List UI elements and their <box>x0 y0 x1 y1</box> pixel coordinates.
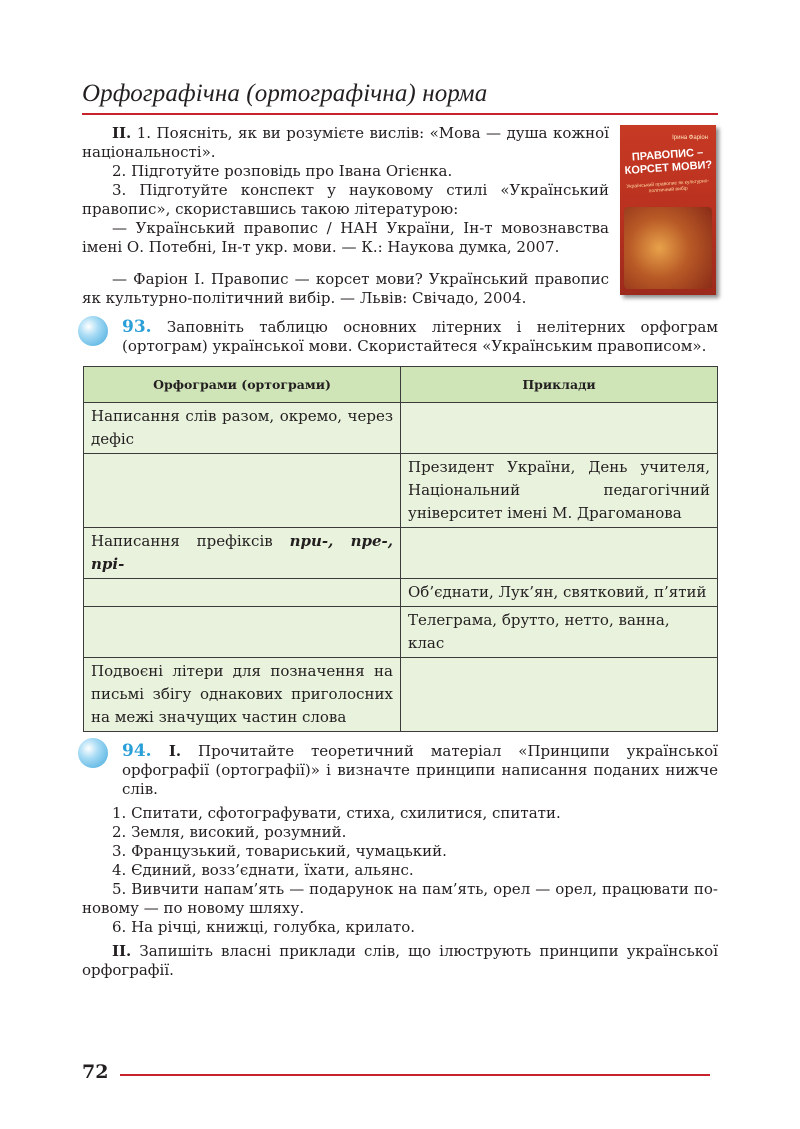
table-row <box>84 403 718 454</box>
cell-emphasis: при-, пре-, прі- <box>91 532 394 573</box>
table-cell <box>401 403 718 454</box>
table-cell <box>84 528 401 579</box>
exercise-94-intro <box>122 742 718 799</box>
exercise-93-text: Заповніть таблицю основних літерних і нелітерних орфограм (ортограм) української мови. Скористайтеся «Українським правописом». <box>122 318 718 355</box>
task-1-text: 1. Поясніть, як ви розумієте вислів: «Мова — душа кожної національності». <box>82 124 609 161</box>
table-cell: Написання слів разом, окремо, через дефіс <box>84 403 401 454</box>
page-number: 72 <box>82 1061 109 1083</box>
exercise-94-part-2-text: Запишіть власні приклади слів, що ілюструють принципи української орфографії. <box>82 942 718 979</box>
list-item: 3. Французький, товариський, чумацький. <box>112 842 447 860</box>
part-label: I. <box>151 742 182 760</box>
part-label: II. <box>112 124 132 142</box>
table-cell: Телеграма, брутто, нетто, ванна, клас <box>401 607 718 658</box>
table-header-orthograms: Орфограми (ортограми) <box>84 367 401 403</box>
table-row <box>84 528 718 579</box>
table-cell: Подвоєні літери для позначення на письмі збігу однакових приголосних на межі значущих частин слова <box>84 658 401 732</box>
list-item: 2. Земля, високий, розумний. <box>112 823 347 841</box>
footer-divider <box>120 1074 710 1076</box>
task-2: 2. Підготуйте розповідь про Івана Огієнка. <box>112 162 453 180</box>
reference-1: — Український правопис / НАН України, Ін-т мовознавства імені О. Потебні, Ін-т укр. мови. — К.: Наукова думка, 2007. <box>82 219 609 256</box>
table-cell <box>84 579 401 607</box>
table-row <box>84 454 718 528</box>
exercise-93 <box>122 318 718 356</box>
list-item: 1. Спитати, сфотографувати, стиха, схилитися, спитати. <box>112 804 561 822</box>
table-cell <box>401 528 718 579</box>
task-3: 3. Підготуйте конспект у науковому стилі «Український правопис», скориставшись такою літературою: <box>82 181 609 218</box>
table-row <box>84 607 718 658</box>
list-item: 4. Єдиний, возз’єднати, їхати, альянс. <box>112 861 414 879</box>
exercise-number: 93. <box>122 317 152 337</box>
book-subtitle: Український правопис як культурно-політичний вибір <box>626 178 710 195</box>
exercise-94-text: Прочитайте теоретичний матеріал «Принципи української орфографії (ортографії)» і визначте принципи написання поданих нижче слів. <box>122 742 718 798</box>
orthogram-table <box>83 366 718 732</box>
list-item: 5. Вивчити напам’ять — подарунок на пам’ять, орел — орел, працювати по-новому — по новому шляху. <box>82 880 718 917</box>
table-cell: Президент України, День учителя, Національний педагогічний університет імені М. Драгоманова <box>401 454 718 528</box>
table-row <box>84 579 718 607</box>
book-title: ПРАВОПИС – КОРСЕТ МОВИ? <box>624 146 713 178</box>
task-1 <box>82 124 609 162</box>
part-label: II. <box>112 942 132 960</box>
header-divider <box>82 113 718 115</box>
cell-text: Написання префіксів <box>91 532 290 550</box>
table-cell: Об’єднати, Лук’ян, святковий, п’ятий <box>401 579 718 607</box>
book-cover-image <box>620 125 716 295</box>
exercise-marker-icon <box>78 738 108 768</box>
exercise-number: 94. <box>122 741 152 761</box>
table-row <box>84 658 718 732</box>
exercise-marker-icon <box>78 316 108 346</box>
list-item: 6. На річці, книжці, голубка, крилато. <box>112 918 415 936</box>
table-cell <box>84 454 401 528</box>
table-header-examples: Приклади <box>401 367 718 403</box>
book-illustration <box>624 207 712 289</box>
table-cell <box>84 607 401 658</box>
exercise-94-part-2 <box>82 942 718 980</box>
table-header-row <box>84 367 718 403</box>
table-cell <box>401 658 718 732</box>
page-title: Орфографічна (ортографічна) норма <box>82 80 488 107</box>
reference-2: — Фаріон І. Правопис — корсет мови? Український правопис як культурно-політичний вибір. — Львів: Свічадо, 2004. <box>82 270 609 307</box>
book-author: Ірина Фаріон <box>672 135 708 141</box>
